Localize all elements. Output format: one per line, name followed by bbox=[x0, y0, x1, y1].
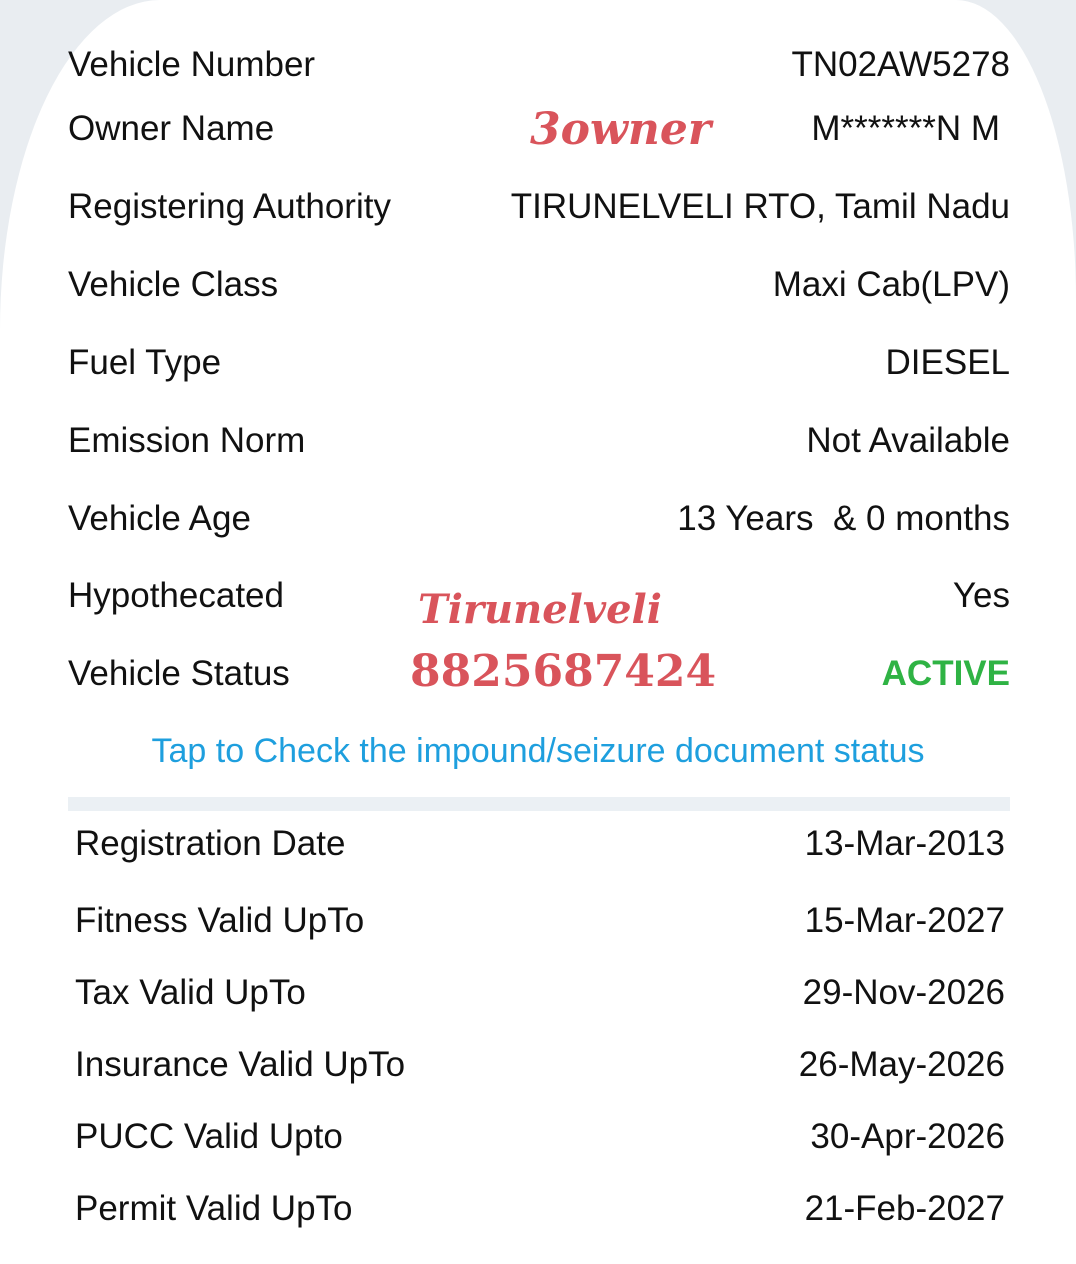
value-emission-norm: Not Available bbox=[806, 421, 1010, 460]
label-insurance-valid: Insurance Valid UpTo bbox=[75, 1045, 406, 1084]
value-permit-valid: 21-Feb-2027 bbox=[804, 1189, 1005, 1228]
label-vehicle-number: Vehicle Number bbox=[68, 45, 316, 84]
row-tax-valid bbox=[75, 968, 1005, 1018]
row-emission-norm bbox=[68, 416, 1010, 466]
row-vehicle-class bbox=[68, 260, 1010, 310]
label-registration-date: Registration Date bbox=[75, 824, 346, 863]
value-insurance-valid: 26-May-2026 bbox=[798, 1045, 1005, 1084]
label-fitness-valid: Fitness Valid UpTo bbox=[75, 901, 365, 940]
label-vehicle-status: Vehicle Status bbox=[68, 654, 290, 693]
value-vehicle-class: Maxi Cab(LPV) bbox=[772, 265, 1010, 304]
label-owner-name: Owner Name bbox=[68, 109, 275, 148]
value-pucc-valid: 30-Apr-2026 bbox=[810, 1117, 1005, 1156]
section-divider bbox=[68, 797, 1010, 811]
row-insurance-valid bbox=[75, 1040, 1005, 1090]
label-hypothecated: Hypothecated bbox=[68, 576, 284, 615]
label-vehicle-age: Vehicle Age bbox=[68, 499, 251, 538]
label-tax-valid: Tax Valid UpTo bbox=[75, 973, 306, 1012]
label-registering-authority: Registering Authority bbox=[68, 187, 391, 226]
value-vehicle-number: TN02AW5278 bbox=[791, 45, 1010, 84]
annotation-phone: 8825687424 bbox=[410, 646, 717, 697]
label-emission-norm: Emission Norm bbox=[68, 421, 306, 460]
label-permit-valid: Permit Valid UpTo bbox=[75, 1189, 353, 1228]
status-badge: ACTIVE bbox=[881, 654, 1010, 693]
annotation-city: Tirunelveli bbox=[418, 586, 662, 633]
label-fuel-type: Fuel Type bbox=[68, 343, 222, 382]
annotation-owner-count: 3owner bbox=[530, 104, 712, 155]
impound-status-link[interactable]: Tap to Check the impound/seizure document status bbox=[151, 732, 925, 770]
row-fuel-type bbox=[68, 338, 1010, 388]
value-fuel-type: DIESEL bbox=[885, 343, 1010, 382]
row-vehicle-age bbox=[68, 494, 1010, 544]
value-vehicle-age: 13 Years & 0 months bbox=[677, 499, 1010, 538]
label-pucc-valid: PUCC Valid Upto bbox=[75, 1117, 343, 1156]
label-vehicle-class: Vehicle Class bbox=[68, 265, 279, 304]
row-vehicle-number bbox=[68, 40, 1010, 90]
value-hypothecated: Yes bbox=[952, 576, 1010, 615]
row-registration-date bbox=[75, 819, 1005, 869]
value-fitness-valid: 15-Mar-2027 bbox=[804, 901, 1005, 940]
value-tax-valid: 29-Nov-2026 bbox=[802, 973, 1005, 1012]
value-registration-date: 13-Mar-2013 bbox=[804, 824, 1005, 863]
row-registering-authority bbox=[68, 182, 1010, 232]
row-fitness-valid bbox=[75, 896, 1005, 946]
row-permit-valid bbox=[75, 1184, 1005, 1234]
row-pucc-valid bbox=[75, 1112, 1005, 1162]
value-registering-authority: TIRUNELVELI RTO, Tamil Nadu bbox=[510, 187, 1010, 226]
value-owner-name: M*******N M bbox=[811, 109, 1000, 148]
